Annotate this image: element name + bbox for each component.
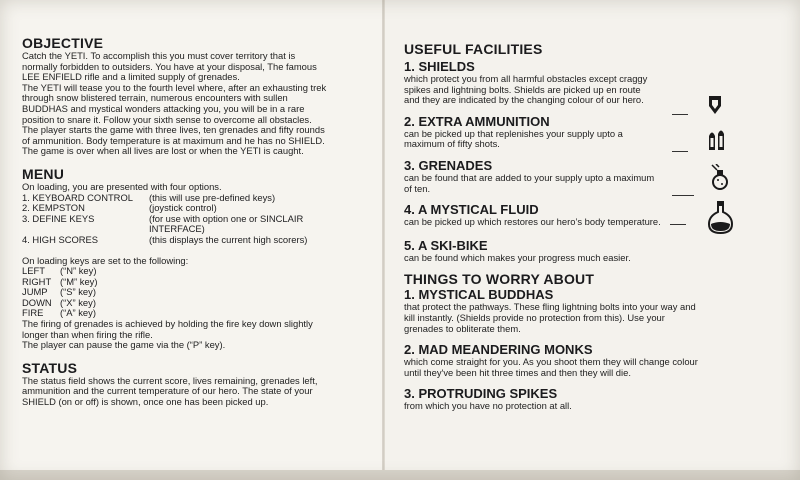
facility-title: 2. EXTRA AMMUNITION	[404, 113, 550, 129]
objective-line: The player starts the game with three lives, ten grenades and fifty rounds	[22, 124, 325, 136]
key-value: (“N” key)	[60, 265, 97, 277]
facility-line: can be found which makes your progress much easier.	[404, 251, 631, 263]
worry-title: 3. PROTRUDING SPIKES	[404, 386, 558, 402]
menu-intro: On loading, you are presented with four options.	[22, 180, 222, 192]
worries-section	[404, 272, 784, 412]
menu-option	[22, 235, 374, 246]
key-value: (“M” key)	[60, 275, 98, 287]
facility-line: of ten.	[404, 182, 431, 194]
facility-title: 5. A SKI-BIKE	[404, 237, 488, 253]
menu-option-key: 2. KEMPSTON	[22, 202, 85, 214]
objective-line: Catch the YETI. To accomplish this you must cover territory that is	[22, 50, 296, 61]
key-action: JUMP	[22, 286, 48, 298]
keys-intro: On loading keys are set to the following:	[22, 254, 189, 266]
key-action: RIGHT	[22, 275, 52, 287]
menu-heading: MENU	[22, 165, 65, 182]
menu-option-desc: (this will use pre-defined keys)	[149, 191, 276, 203]
worry-line: grenades to obliterate them.	[404, 322, 521, 334]
key-value: (“A” key)	[60, 307, 96, 319]
facility-line: can be found that are added to your supply upto a maximum	[404, 171, 655, 183]
objective-line: normally forbidden to outsiders. You have at your disposal, The famous	[22, 60, 317, 72]
facility-line: and they are indicated by the changing colour of our hero.	[404, 94, 644, 106]
status-line: ammunition and the current temperature of our hero. The state of your	[22, 385, 313, 397]
key-action: DOWN	[22, 296, 52, 308]
menu-option-desc: (joystick control)	[149, 202, 217, 214]
facility-extra-ammunition	[404, 114, 784, 150]
menu-note: The player can pause the game via the (“P” key).	[22, 339, 226, 351]
objective-line: The game is over when all lives are lost or when the YETI is caught.	[22, 145, 304, 157]
worry-line: kill instantly. (Shields provide no protection from this). Use your	[404, 311, 665, 323]
menu-note: longer than when firing the rifle.	[22, 328, 153, 340]
key-action: FIRE	[22, 307, 44, 319]
objective-line: position to snare it. Follow your sixth sense to overcome all obstacles.	[22, 113, 312, 125]
facilities-heading: USEFUL FACILITIES	[404, 41, 543, 57]
scan-edge	[0, 470, 800, 480]
facility-line: maximum of fifty shots.	[404, 138, 500, 150]
grenade-icon	[710, 164, 728, 192]
left-column	[22, 36, 374, 408]
menu-section	[22, 167, 374, 351]
facility-line: can be picked up that replenishes your supply upto a	[404, 127, 623, 139]
facility-title: 3. GRENADES	[404, 157, 493, 173]
objective-line: BUDDHAS and mystical wonders attacking you, you will be in a rare	[22, 102, 305, 114]
worry-line: which come straight for you. As you shoot them they will change colour	[404, 356, 698, 368]
fluid-flask-icon	[708, 200, 734, 234]
objective-line: through snow blistered terrain, numerous encounters with sullen	[22, 92, 288, 104]
facility-title: 1. SHIELDS	[404, 59, 475, 74]
worry-title: 2. MAD MEANDERING MONKS	[404, 342, 593, 358]
key-list	[22, 266, 374, 319]
objective-section	[22, 36, 374, 157]
menu-option-desc: INTERFACE)	[149, 223, 205, 235]
menu-option-key: 1. KEYBOARD CONTROL	[22, 191, 133, 203]
leader-line	[672, 151, 688, 152]
worry-line: from which you have no protection at all.	[404, 400, 572, 412]
leader-line	[670, 224, 686, 225]
facility-grenades	[404, 158, 784, 194]
worry-mad-meandering-monks	[404, 342, 784, 378]
ammunition-icon	[708, 128, 726, 152]
worry-title: 1. MYSTICAL BUDDHAS	[404, 287, 554, 303]
key-value: (“S” key)	[60, 286, 96, 298]
menu-option-key: 3. DEFINE KEYS	[22, 212, 95, 224]
menu-options	[22, 193, 374, 246]
menu-option-desc: (for use with option one or SINCLAIR	[149, 212, 304, 224]
objective-line: The YETI will tease you to the fourth level where, after an exhausting trek	[22, 81, 327, 93]
status-line: SHIELD (on or off) is shown, once one has been picked up.	[22, 396, 269, 408]
objective-line: of ammunition. Body temperature is at maximum and he has no SHIELD.	[22, 134, 325, 146]
right-column	[404, 42, 784, 412]
worry-line: until they've been hit three times and then they will die.	[404, 366, 631, 378]
facilities-section	[404, 42, 784, 263]
worries-heading: THINGS TO WORRY ABOUT	[404, 271, 595, 288]
status-line: The status field shows the current score, lives remaining, grenades left,	[22, 374, 318, 386]
leader-line	[672, 195, 694, 196]
status-heading: STATUS	[22, 359, 78, 376]
facility-line: can be picked up which restores our hero’s body temperature.	[404, 216, 661, 228]
menu-option-key: 4. HIGH SCORES	[22, 233, 99, 245]
objective-body	[22, 51, 374, 157]
facility-mystical-fluid	[404, 202, 784, 228]
status-section	[22, 361, 374, 408]
shield-icon	[708, 95, 722, 115]
facility-line: spikes and lightning bolts. Shields are picked up en route	[404, 83, 641, 95]
menu-note: The firing of grenades is achieved by holding the fire key down slightly	[22, 318, 313, 330]
facility-line: which protect you from all harmful obstacles except craggy	[404, 73, 648, 84]
facility-title: 4. A MYSTICAL FLUID	[404, 202, 539, 218]
worry-mystical-buddhas	[404, 287, 784, 334]
menu-option-desc: (this displays the current high scorers)	[149, 233, 308, 245]
page-fold	[382, 0, 385, 480]
objective-heading: OBJECTIVE	[22, 35, 104, 51]
facility-shields	[404, 59, 784, 106]
objective-line: LEE ENFIELD rifle and a limited supply of grenades.	[22, 71, 240, 83]
key-value: (“X” key)	[60, 296, 96, 308]
worry-protruding-spikes	[404, 386, 784, 412]
worry-line: that protect the pathways. These fling lightning bolts into your way and	[404, 301, 696, 313]
facility-ski-bike	[404, 238, 784, 264]
key-action: LEFT	[22, 265, 45, 277]
